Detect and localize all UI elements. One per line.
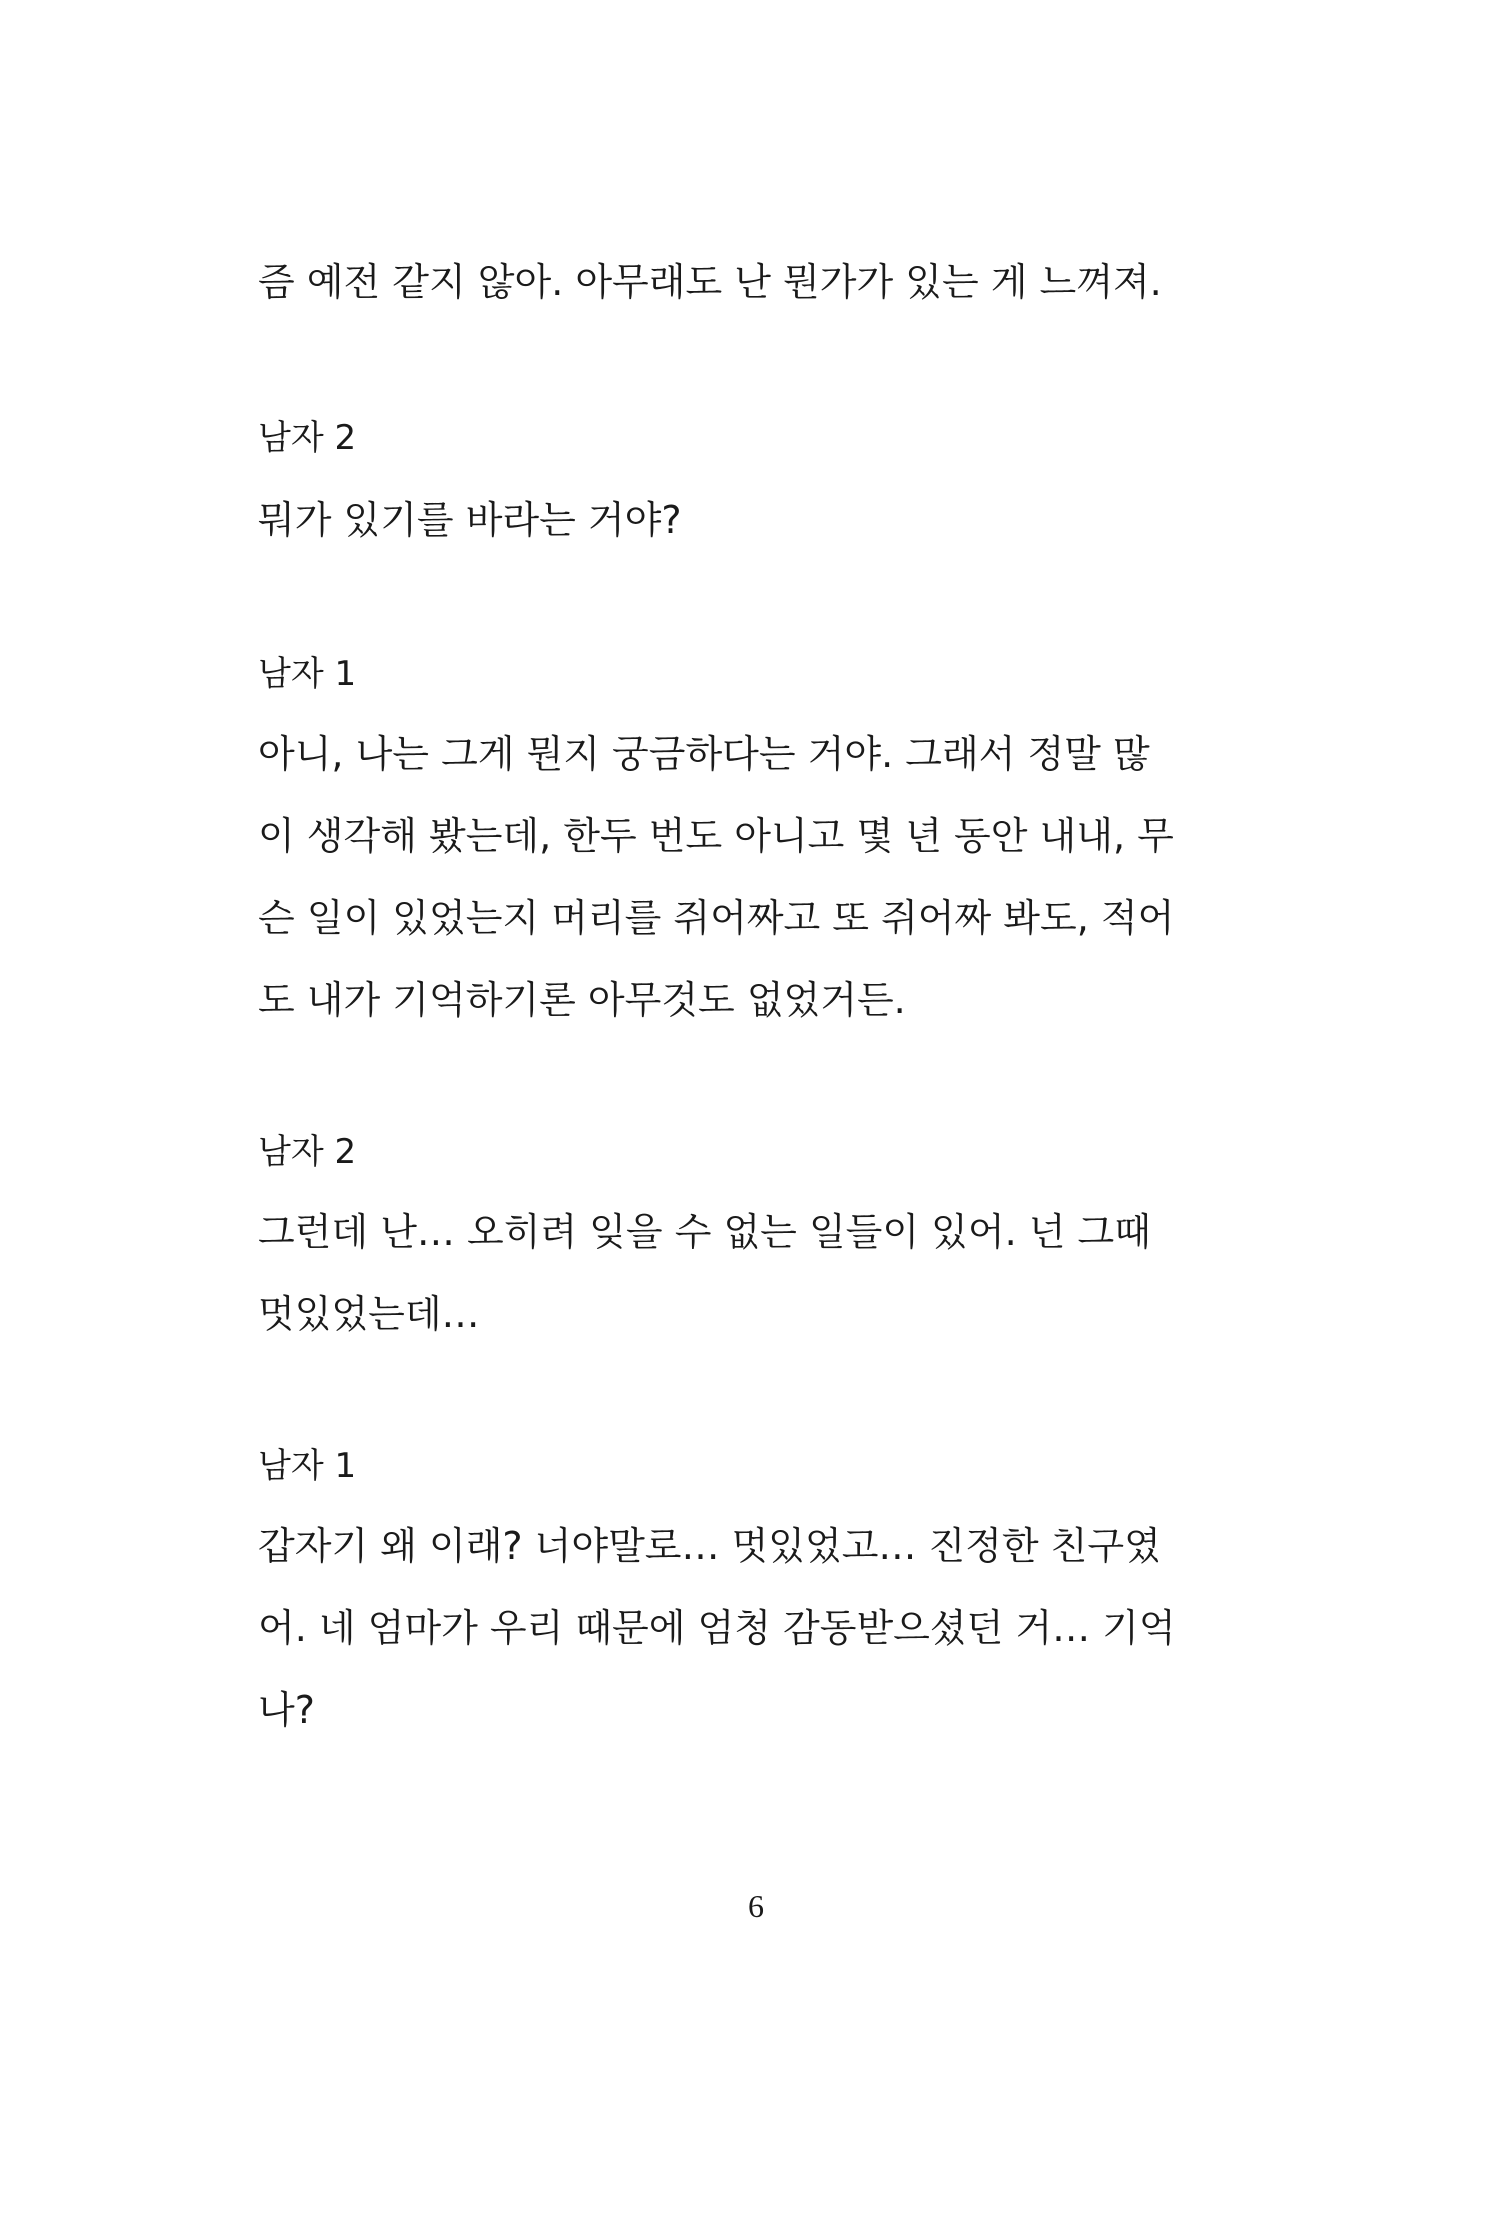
dialogue-line: 갑자기 왜 이래? 너야말로… 멋있었고… 진정한 친구였 — [258, 1524, 1161, 1568]
dialogue-line: 이 생각해 봤는데, 한두 번도 아니고 몇 년 동안 내내, 무 — [258, 814, 1174, 858]
dialogue-line: 어. 네 엄마가 우리 때문에 엄청 감동받으셨던 거… 기억 — [258, 1606, 1176, 1650]
dialogue-line: 도 내가 기억하기론 아무것도 없었거든. — [258, 978, 906, 1022]
dialogue-line: 그런데 난… 오히려 잊을 수 없는 일들이 있어. 넌 그때 — [258, 1210, 1151, 1254]
speaker-label: 남자 1 — [258, 1446, 357, 1486]
speaker-label: 남자 2 — [258, 1132, 357, 1172]
dialogue-line: 즘 예전 같지 않아. 아무래도 난 뭔가가 있는 게 느껴져. — [258, 260, 1162, 304]
dialogue-line: 뭐가 있기를 바라는 거야? — [258, 498, 682, 542]
speaker-label: 남자 1 — [258, 654, 357, 694]
dialogue-line: 멋있었는데… — [258, 1292, 480, 1336]
dialogue-line: 나? — [258, 1688, 315, 1732]
page-number: 6 — [748, 1888, 764, 1924]
dialogue-line: 아니, 나는 그게 뭔지 궁금하다는 거야. 그래서 정말 많 — [258, 732, 1150, 776]
speaker-label: 남자 2 — [258, 418, 357, 458]
dialogue-line: 슨 일이 있었는지 머리를 쥐어짜고 또 쥐어짜 봐도, 적어 — [258, 896, 1175, 940]
